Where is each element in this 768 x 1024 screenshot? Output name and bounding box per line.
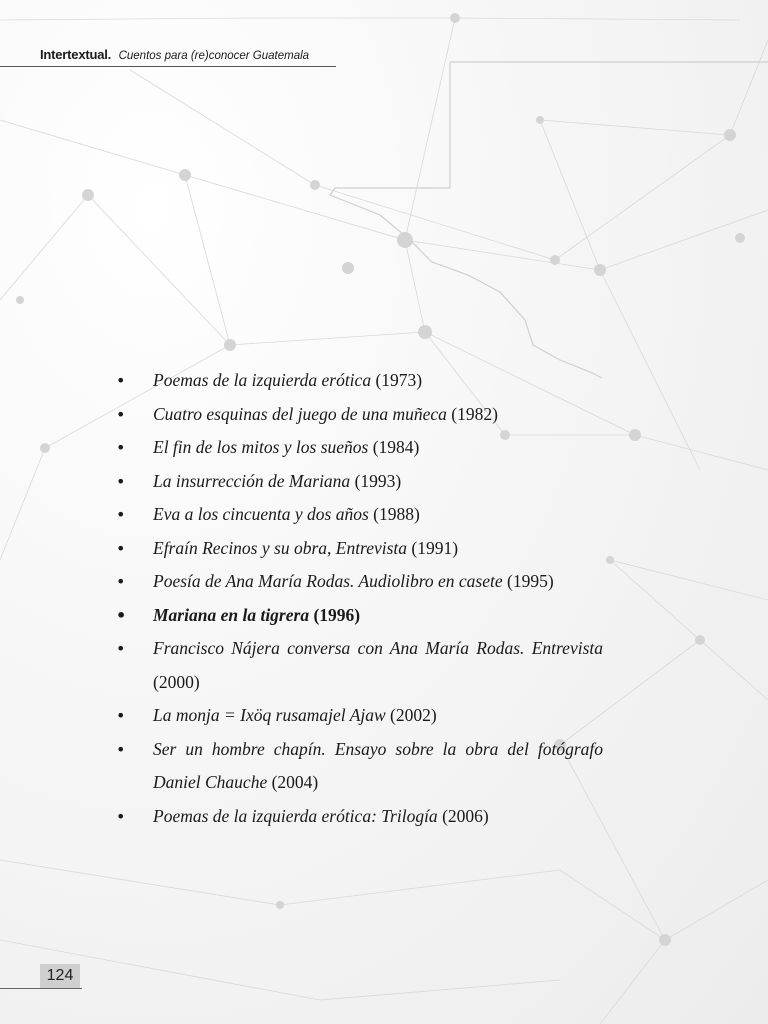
work-title: Poemas de la izquierda erótica: Trilogía [153, 805, 438, 826]
footer-rule [0, 988, 82, 989]
work-year: (1973) [375, 370, 423, 390]
work-year: (2002) [390, 705, 437, 725]
header-subtitle: Cuentos para (re)conocer Guatemala [118, 50, 310, 62]
work-year: (1996) [313, 604, 361, 625]
list-item [153, 398, 603, 432]
work-year: (1995) [507, 571, 554, 591]
list-item [153, 632, 603, 699]
work-year: (1991) [411, 537, 459, 558]
list-item [153, 733, 603, 800]
list-item [153, 498, 603, 532]
work-title: Eva a los cincuenta y dos años [153, 504, 369, 524]
work-title: La monja = Ixöq rusamajel Ajaw [153, 705, 386, 725]
work-title: El fin de los mitos y los sueños [153, 437, 369, 457]
work-title: Ser un hombre chapín. Ensayo sobre la obra del fotógrafo Daniel Chauche [153, 738, 603, 792]
list-item [153, 532, 603, 566]
work-year: (1984) [372, 437, 420, 457]
work-year: (2004) [271, 772, 319, 792]
list-item [153, 800, 603, 834]
work-year: (2000) [153, 671, 200, 692]
work-title: Mariana en la tigrera [153, 604, 310, 625]
list-item [153, 364, 603, 398]
list-item [153, 699, 603, 733]
page-number: 124 [40, 964, 80, 988]
work-title: La insurrección de Mariana [153, 470, 351, 491]
work-title: Poesía de Ana María Rodas. Audiolibro en casete [153, 571, 503, 591]
header-rule [0, 66, 336, 67]
work-year: (2006) [442, 805, 489, 826]
work-title: Cuatro esquinas del juego de una muñeca [153, 403, 447, 424]
list-item [153, 465, 603, 499]
list-item [153, 599, 603, 633]
work-year: (1982) [451, 403, 498, 424]
work-year: (1988) [373, 504, 420, 524]
header-brand: Intertextual. [40, 47, 112, 62]
work-title: Poemas de la izquierda erótica [153, 370, 372, 390]
works-list [153, 364, 603, 833]
work-year: (1993) [354, 470, 402, 491]
work-title: Francisco Nájera conversa con Ana María Rodas. Entrevista [153, 638, 603, 658]
list-item [153, 431, 603, 465]
list-item [153, 565, 603, 599]
work-title: Efraín Recinos y su obra, Entrevista [153, 537, 408, 558]
running-header [40, 47, 309, 62]
